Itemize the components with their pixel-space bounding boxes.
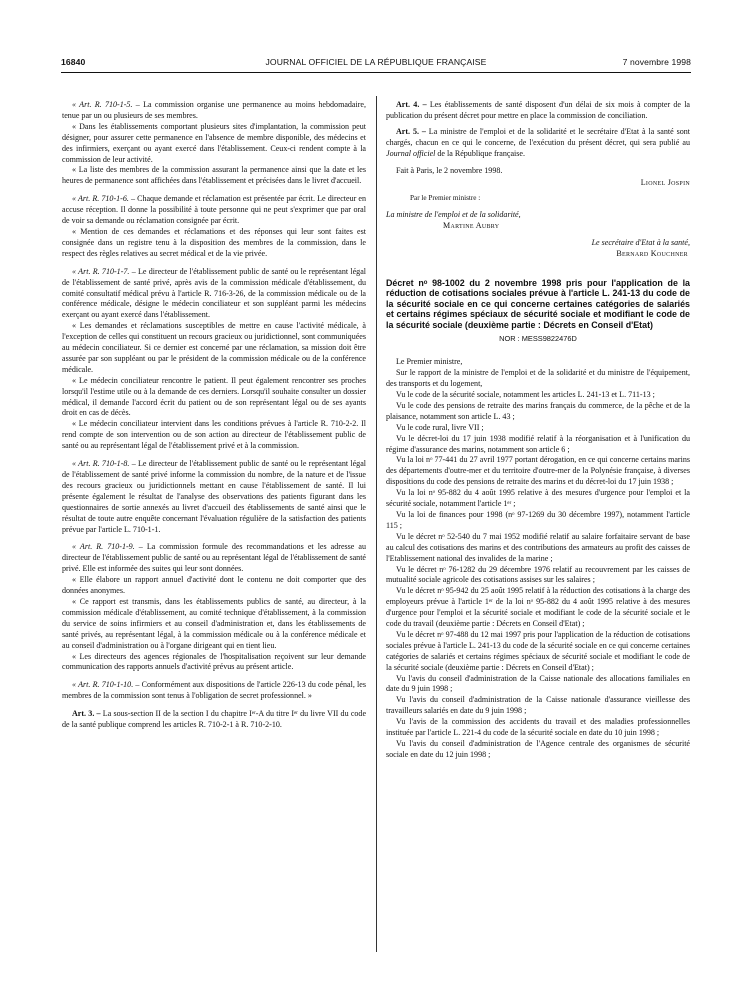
article-ref: Art. 4. – [396,100,427,109]
article-ref: Art. 3. – [72,709,101,719]
minister-name: Martine Aubry [443,221,500,231]
paragraph: « Le médecin conciliateur rencontre le patient. Il peut également rencontrer ses proches lorsqu'il l'estime utile ou à la demande de ces derniers. Lorsqu'il souhaite consulter un dossier médical, il demande l'accord écrit du patient ou de son représentant légal ou de ses ayants droit en cas de décès. [62,375,366,418]
journal-officiel-ref: Journal officiel [386,148,436,158]
secretary-name: Bernard Kouchner [616,248,688,258]
paragraph-art-r-710-1-9 [62,542,366,575]
article-ref: « Art. R. 710-1-10. – [72,680,140,690]
paragraph: « Le médecin conciliateur intervient dans les conditions prévues à l'article R. 710-2-2. Il rend compte de son intervention ou de son action au directeur de l'établissement public de santé ou au représentant légal de l'établissement privé et à la commission. [62,419,366,451]
signature-place-date: Fait à Paris, le 2 novembre 1998. [396,165,503,175]
right-column [386,100,690,761]
article-ref: Art. 5. – [396,126,426,136]
left-column [62,100,366,731]
paragraph-art-r-710-1-6 [62,194,366,227]
paragraph-art-5 [386,127,690,160]
article-ref: « Art. R. 710-1-8. – [72,459,136,469]
article-ref: « Art. R. 710-1-6. – [72,194,135,204]
by-prime-minister: Par le Premier ministre : [410,194,481,203]
secretary-title: Le secrétaire d'Etat à la santé, [591,238,690,248]
visa-item: Vu le décret nᵒ 76-1282 du 29 décembre 1976 relatif au recouvrement par les caisses de mutualité sociale agricole des cotisations assises sur les salaires ; [386,564,690,585]
visa-item: Vu le décret nᵒ 97-488 du 12 mai 1997 pris pour l'application de la réduction de cotisations sociales prévue à l'article L. 241-13 du code de la sécurité sociale en ce qui concerne certaines catégories de salariés et certains régimes spéciaux de sécurité sociale et modifiant le code de la sécurité sociale (deuxième partie : Décrets en Conseil d'Etat) ; [386,629,690,672]
paragraph: « Les directeurs des agences régionales de l'hospitalisation reçoivent sur leur demande communication des rapports annuels d'activité prévus au présent article. [62,651,366,672]
visa-item: Vu le code des pensions de retraite des marins français du commerce, de la pêche et de la plaisance, notamment son article L. 43 ; [386,400,690,421]
visa-item: Vu le décret nᵒ 95-942 du 25 août 1995 relatif à la réduction des cotisations à la charge des employeurs prévue à l'article 1ᵉʳ de la loi nᵒ 95-882 du 4 août 1995 relative à des mesures d'urgence pour l'emploi et la sécurité sociale et modifiant le code de la sécurité sociale et le code du travail (deuxième partie : Décrets en Conseil d'Etat) ; [386,586,690,629]
visa-item: Vu le décret-loi du 17 juin 1938 modifié relatif à la réorganisation et à l'unification du régime d'assurance des marins, notamment son article 6 ; [386,433,690,454]
paragraph-text: La commission formule des recommandations et les adresse au directeur de l'établissement public de santé ou au représentant légal de l'établissement de santé privé. Elle est informée des suites qui leur sont données. [62,542,366,574]
visa-item: Vu la loi nᵒ 77-441 du 27 avril 1977 portant dérogation, en ce qui concerne certains marins des départements d'outre-mer et du territoire d'outre-mer de la Polynésie française, à diverses dispositions du code des pensions de retraite des marins et du décret-loi du 17 juin 1938 ; [386,455,690,487]
visa-item: Vu l'avis du conseil d'administration de l'Agence centrale des organismes de sécurité sociale en date du 12 juin 1998 ; [386,739,690,759]
paragraph-text: Chaque demande et réclamation est présentée par écrit. Le directeur en accuse réception. Il donne la possibilité à toute personne qui ne peut s'exprimer que par oral de voir sa demande ou réclamation consignée par écrit. [62,194,366,226]
paragraph-text: Conformément aux dispositions de l'article 226-13 du code pénal, les membres de la commission sont tenus à l'obligation de secret professionnel. » [62,680,367,701]
visa-item: Vu le décret nᵒ 52-540 du 7 mai 1952 modifié relatif au salaire forfaitaire servant de base au calcul des cotisations des marins et des contributions des armateurs au profit des caisses de l'Etablissement national des invalides de la marine ; [386,531,690,563]
column-divider [376,96,377,952]
decree-title: Décret nᵒ 98-1002 du 2 novembre 1998 pris pour l'application de la réduction de cotisations sociales prévue à l'article L. 241-13 du code de la sécurité sociale en ce qui concerne certaines catégories de salariés et certains régimes spéciaux de sécurité sociale et modifiant le code de la sécurité sociale (deuxième partie : Décrets en Conseil d'Etat) [386,277,690,330]
page-number: 16840 [61,57,86,67]
paragraph: « Ce rapport est transmis, dans les établissements publics de santé, au directeur, à la commission médicale d'établissement, au comité technique d'établissement, à la commission du service de soins infirmiers et au conseil d'administration et, dans les établissements de santé privés, au représentant légal, à la commission médicale ou à la conférence médicale et au conseil d'administration ou à l'organe dirigeant qui en tient lieu. [62,596,366,650]
signatory-prime-minister: Lionel Jospin [640,178,690,188]
visa-item: Vu le code de la sécurité sociale, notamment les articles L. 241-13 et L. 711-13 ; [396,390,655,399]
article-ref: « Art. R. 710-1-5. – [72,100,140,109]
visa-item: Vu la loi de finances pour 1998 (nᵒ 97-1269 du 30 décembre 1997), notamment l'article 115 ; [386,509,690,530]
visa-item: Vu la loi nᵒ 95-882 du 4 août 1995 relative à des mesures d'urgence pour l'emploi et la sécurité sociale, notamment l'article 1ᵉʳ ; [386,488,690,509]
header-rule [61,72,691,73]
journal-title: JOURNAL OFFICIEL DE LA RÉPUBLIQUE FRANÇAISE [265,57,487,67]
article-ref: « Art. R. 710-1-9. – [72,542,143,552]
paragraph-text: Les établissements de santé disposent d'un délai de six mois à compter de la publication du présent décret pour mettre en place la commission de conciliation. [386,100,691,120]
paragraph-text: Le directeur de l'établissement public de santé ou le représentant légal de l'établissement de santé privé informe la commission du nombre, de la nature et de l'issue des recours gracieux ou juridictionnels mettant en cause l'établissement de santé. Il lui présente également le résultat de l'analyse des observations des patients figurant dans les questionnaires de sortie annexés au livret d'accueil des établissements de santé ainsi que le résultat de toute autre enquête concernant l'évaluation régulière de la satisfaction des patients prévue par l'article L. 710-1-1. [62,459,366,534]
visa-item: Vu l'avis du conseil d'administration de la Caisse nationale des allocations familiales en date du 9 juin 1998 ; [386,673,690,694]
minister-title: La ministre de l'emploi et de la solidarité, [386,210,521,220]
paragraph: « Mention de ces demandes et réclamations et des réponses qui leur sont faites est consignée dans un registre tenu à la disposition des membres de la commission, dans le respect des règles relatives au secret médical et de la vie privée. [62,226,366,258]
nor-reference: NOR : MESS9822476D [499,334,577,344]
visa-item: Vu l'avis de la commission des accidents du travail et des maladies professionnelles instituée par l'article L. 221-4 du code de la sécurité sociale en date du 10 juin 1998 ; [386,717,690,738]
paragraph-text: de la République française. [435,148,525,158]
article-ref: « Art. R. 710-1-7. – [72,266,136,276]
paragraph-art-r-710-1-7 [62,267,366,322]
paragraph: « La liste des membres de la commission assurant la permanence ainsi que la date et les heures de permanence sont affichées dans l'établissement et précisées dans le livret d'accueil. [62,165,366,186]
paragraph: « Dans les établissements comportant plusieurs sites d'implantation, la commission peut désigner, pour assurer cette permanence en l'absence de membre disponible, des médecins et des infirmiers, exerçant ou ayant exercé dans l'établissement. Ceux-ci rendent compte à la commission de leur activité. [62,121,366,164]
paragraph-text: La sous-section II de la section I du chapitre Iᵉʳ-A du titre Iᵉʳ du livre VII du code de la santé publique comprend les articles R. 710-2-1 à R. 710-2-10. [62,709,367,730]
paragraph-art-r-710-1-8 [62,459,366,535]
paragraph-art-r-710-1-5 [62,100,366,122]
visa-item: Vu l'avis du conseil d'administration de la Caisse nationale d'assurance vieillesse des travailleurs salariés en date du 9 juin 1998 ; [386,695,690,716]
paragraph-text: Le directeur de l'établissement public de santé ou le représentant légal de l'établissement de santé privé, après avis de la commission médicale d'établissement, du comité consultatif médical prévu à l'article R. 716-3-26, de la commission médicale ou de la conférence médicale, désigne le médecin conciliateur et son suppléant parmi les médecins exerçant ou ayant exercé dans l'établissement. [62,266,366,320]
issue-date: 7 novembre 1998 [622,57,691,67]
paragraph-art-r-710-1-10 [62,680,366,702]
paragraph-text: La commission organise une permanence au moins hebdomadaire, tenue par un ou plusieurs de ses membres. [62,100,366,120]
paragraph-art-4 [386,100,690,122]
visa-intro: Le Premier ministre, [396,357,463,367]
paragraph-art-3 [62,709,366,731]
paragraph: « Les demandes et réclamations susceptibles de mettre en cause l'activité médicale, à l'exception de celles qui constituent un recours gracieux ou juridictionnel, sont communiquées au médecin conciliateur. Si ce dernier est concerné par une réclamation, sa mission doit être assurée par son suppléant ou par le président de la commission médicale ou de la conférence médicale. [62,321,366,374]
visa-item: Vu le code rural, livre VII ; [396,422,484,432]
visa-item: Sur le rapport de la ministre de l'emploi et de la solidarité et du ministre de l'équipement, des transports et du logement, [386,368,690,389]
paragraph: « Elle élabore un rapport annuel d'activité dont le contenu ne doit comporter que des données anonymes. [62,575,366,596]
paragraph-text: La ministre de l'emploi et de la solidarité et le secrétaire d'Etat à la santé sont chargés, chacun en ce qui le concerne, de l'exécution du présent décret, qui sera publié au [386,126,691,147]
page-header [61,57,691,73]
